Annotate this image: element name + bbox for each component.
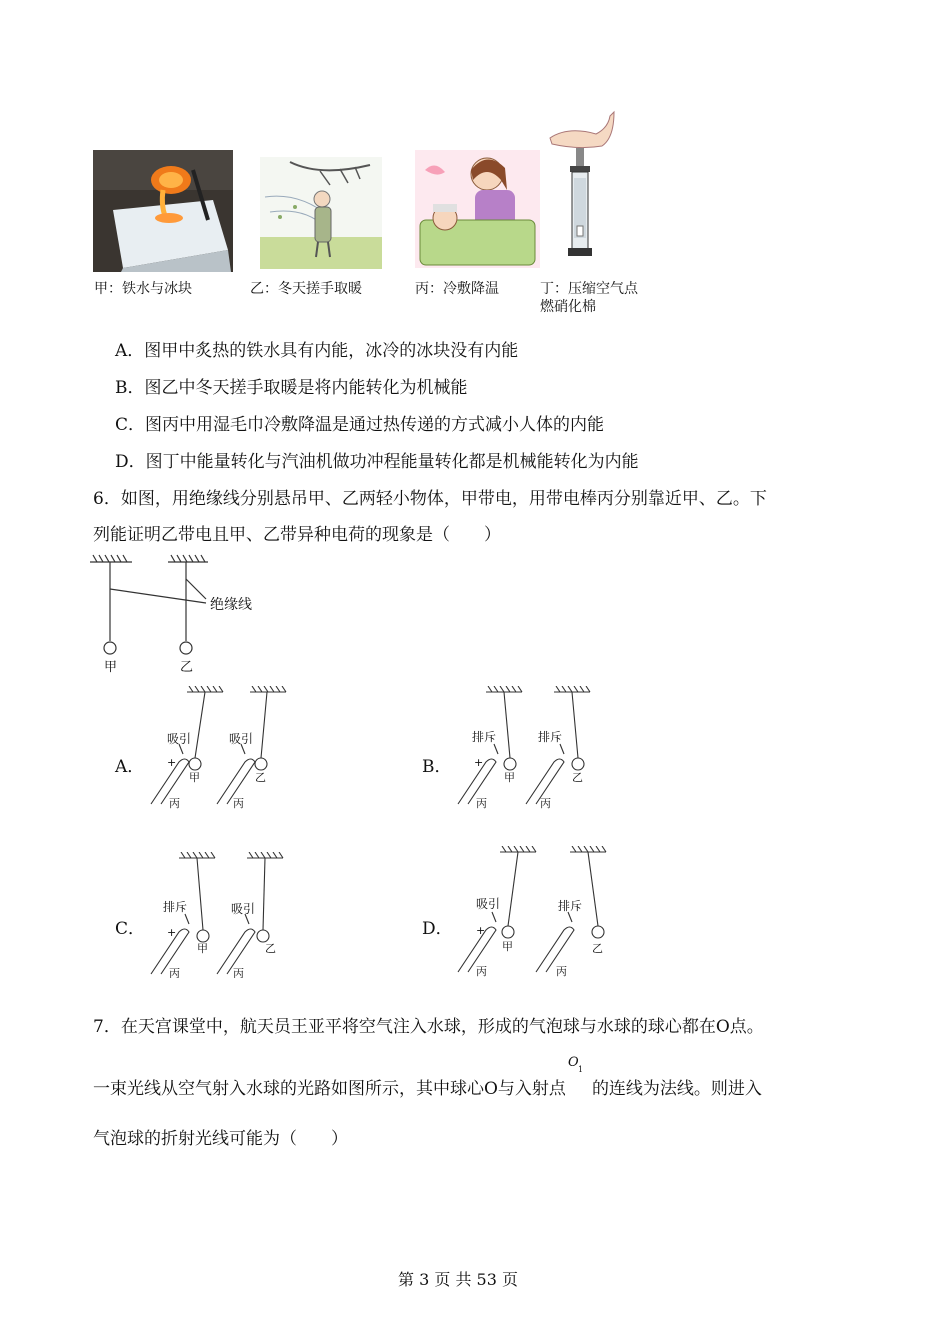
choice-b-right-label: 排斥 — [538, 730, 563, 744]
caption-ding-line2: 燃硝化棉 — [540, 299, 596, 315]
q7-line2-part-a: 一束光线从空气射入水球的光路如图所示，其中球心O与入射点 — [93, 1079, 566, 1099]
rod-label: 丙 — [476, 965, 487, 978]
figure-jia-iron-ice — [93, 150, 233, 272]
ball-jia-label: 甲 — [189, 771, 200, 784]
o1-symbol — [566, 1055, 592, 1094]
q7-line2-part-b: 的连线为法线。则进入 — [591, 1079, 762, 1099]
rod-label: 丙 — [556, 965, 567, 978]
q6-choice-c-letter[interactable]: C． — [115, 919, 146, 939]
figure-ding-air-compression — [548, 108, 616, 268]
ball-jia-label: 甲 — [504, 771, 515, 784]
caption-ding-line1: 丁：压缩空气点 — [540, 281, 638, 297]
o1-subscript: 1 — [577, 1065, 584, 1074]
choice-d-right-label: 排斥 — [558, 899, 583, 913]
ball-yi-label: 乙 — [572, 771, 583, 784]
plus-sign: + — [474, 756, 484, 769]
caption-jia: 甲：铁水与冰块 — [94, 281, 192, 297]
rod-label: 丙 — [476, 797, 487, 810]
q6-choice-a-letter[interactable]: A． — [115, 757, 145, 777]
plus-sign: + — [167, 926, 177, 939]
ball-jia-label: 甲 — [502, 940, 513, 953]
label-yi: 乙 — [180, 660, 194, 675]
choice-c-left-label: 排斥 — [163, 900, 188, 914]
q6-main-figure — [88, 553, 288, 675]
q7-line3: 气泡球的折射光线可能为（ ） — [93, 1129, 348, 1149]
q5-option-b: B．图乙中冬天搓手取暖是将内能转化为机械能 — [115, 378, 468, 398]
plus-sign: + — [476, 924, 486, 937]
q6-stem-line1: 6．如图，用绝缘线分别悬吊甲、乙两轻小物体，甲带电，用带电棒丙分别靠近甲、乙。下 — [93, 489, 767, 509]
choice-a-right-label: 吸引 — [229, 732, 254, 746]
rod-label: 丙 — [233, 967, 244, 978]
label-jia: 甲 — [104, 660, 118, 675]
label-wire: 绝缘线 — [210, 597, 252, 613]
rod-label: 丙 — [540, 797, 551, 810]
q6-choice-a-figure[interactable] — [145, 686, 315, 812]
q5-option-a: A．图甲中炙热的铁水具有内能，冰冷的冰块没有内能 — [115, 341, 519, 361]
q6-choice-b-figure[interactable] — [452, 686, 622, 812]
caption-yi: 乙：冬天搓手取暖 — [250, 281, 362, 297]
choice-b-left-label: 排斥 — [472, 730, 497, 744]
q7-line2 — [93, 1055, 762, 1099]
page-footer: 第 3 页 共 53 页 — [398, 1270, 518, 1289]
choice-c-right-label: 吸引 — [231, 902, 256, 916]
rod-label: 丙 — [233, 797, 244, 810]
caption-bing: 丙：冷敷降温 — [415, 281, 499, 297]
ball-jia-label: 甲 — [197, 942, 208, 955]
q6-choice-c-figure[interactable] — [145, 852, 315, 978]
ball-yi-label: 乙 — [265, 942, 276, 955]
q6-choice-d-letter[interactable]: D． — [422, 919, 453, 939]
plus-sign: + — [167, 756, 177, 769]
ball-yi-label: 乙 — [255, 771, 266, 784]
rod-label: 丙 — [169, 967, 180, 978]
choice-d-left-label: 吸引 — [476, 897, 501, 911]
figure-bing-cold-compress — [415, 150, 540, 268]
q7-line1: 7．在天宫课堂中，航天员王亚平将空气注入水球，形成的气泡球与水球的球心都在O点。 — [93, 1017, 764, 1037]
q6-stem-line2: 列能证明乙带电且甲、乙带异种电荷的现象是（ ） — [93, 525, 501, 545]
o1-letter: O — [567, 1055, 579, 1070]
ball-yi-label: 乙 — [592, 942, 603, 955]
figure-yi-rubbing-hands — [260, 157, 382, 269]
q5-option-c: C．图丙中用湿毛巾冷敷降温是通过热传递的方式减小人体的内能 — [115, 415, 605, 435]
q6-choice-b-letter[interactable]: B． — [422, 757, 452, 777]
rod-label: 丙 — [169, 797, 180, 810]
choice-a-left-label: 吸引 — [167, 732, 192, 746]
q5-option-d: D．图丁中能量转化与汽油机做功冲程能量转化都是机械能转化为内能 — [115, 452, 639, 472]
q6-choice-d-figure[interactable] — [452, 846, 622, 978]
